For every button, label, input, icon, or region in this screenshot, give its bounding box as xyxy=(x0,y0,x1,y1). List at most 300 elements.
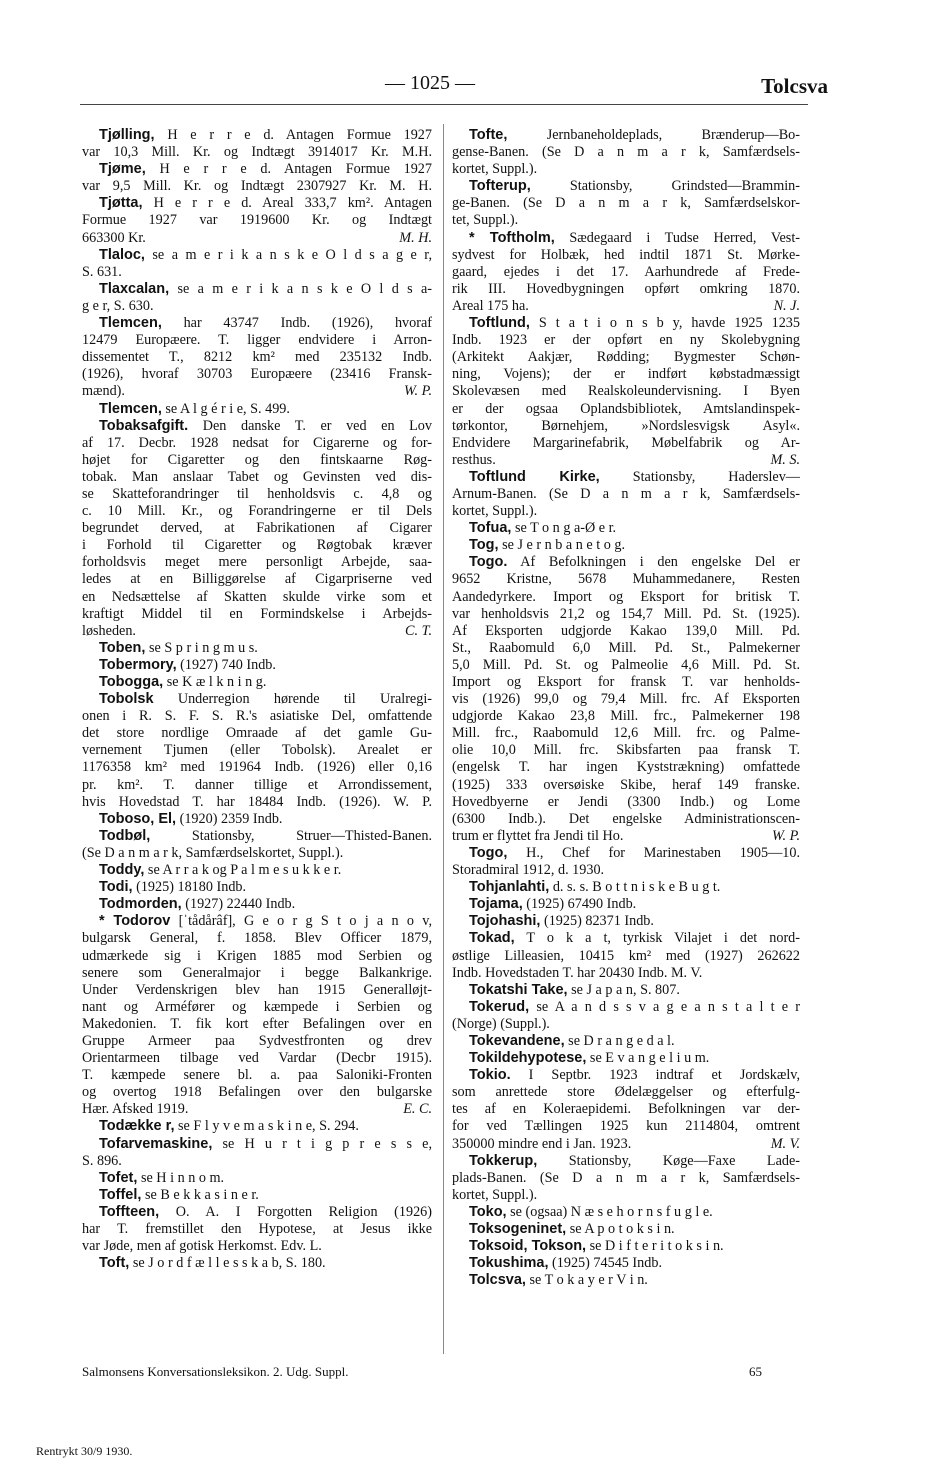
entry-headword: * Toftholm, xyxy=(469,229,555,246)
entry-text: (1925) 18180 Indb. xyxy=(132,879,247,896)
entry-text: kortet, Suppl.). xyxy=(452,1186,538,1203)
text-line xyxy=(452,828,800,845)
entry-text: (1920) 2359 Indb. xyxy=(176,810,283,827)
entry-text: se J a p a n, S. 807. xyxy=(567,981,680,998)
entry-headword: Tokildehypotese, xyxy=(469,1050,587,1067)
text-line xyxy=(82,520,432,537)
text-line xyxy=(452,161,800,178)
text-line xyxy=(452,264,800,281)
entry-text: tes af en Koleraepidemi. Befolkningen var der- xyxy=(452,1101,800,1118)
entry-text: Endvidere Margarinefabrik, Møbelfabrik og Ar- xyxy=(452,434,800,451)
entry-text: senere som Generalmajor i begge Balkankrige. xyxy=(82,964,432,981)
entry-text: Hær. Afsked 1919. xyxy=(82,1101,189,1118)
entry-text: trum er flyttet fra Jendi til Ho. xyxy=(452,827,624,844)
entry-headword: Tobermory, xyxy=(99,656,177,673)
entry-headword: Tofte, xyxy=(469,127,508,143)
text-line xyxy=(452,401,800,418)
entry-text: (1925) 67490 Indb. xyxy=(522,896,637,913)
text-line xyxy=(452,418,800,435)
entry-text: hvis Hovedstad T. har 18484 Indb. (1926). W. P. xyxy=(82,793,432,810)
entry-headword: Tolcsva, xyxy=(469,1272,526,1289)
entry-headword: Tokad, xyxy=(469,930,515,947)
entry-headword: Toksoid, Tokson, xyxy=(469,1238,587,1255)
entry-text: (1925) 333 oversøiske Skibe, heraf 149 franske. xyxy=(452,776,800,793)
entry-text: Underregion hørende til Uralregi- xyxy=(153,691,432,708)
text-line xyxy=(82,469,432,486)
entry-text: er der ogsaa Oplandsbibliotek, Amtslandinspek- xyxy=(452,400,800,417)
text-line xyxy=(82,230,432,247)
text-line xyxy=(82,349,432,366)
text-line xyxy=(99,862,432,879)
entry-text: se F l y v e m a s k i n e, S. 294. xyxy=(174,1118,359,1135)
entry-headword: Togo, xyxy=(469,844,508,861)
entry-headword: Tofarvemaskine, xyxy=(99,1135,213,1152)
entry-text: Skolevæsen med Realskoleundervisning. I Byen xyxy=(452,383,800,400)
text-line xyxy=(452,144,800,161)
entry-headword: Toddy, xyxy=(99,862,145,879)
entry-text: 9652 Kristne, 5678 Muhammedanere, Resten xyxy=(452,571,800,588)
text-line xyxy=(469,1204,800,1221)
entry-text: har T. fremstillet den Hypotese, at Jesus ikke xyxy=(82,1221,432,1237)
entry-text: c. 10 Mill. Kr., og Forandringerne er til Dels xyxy=(82,503,432,520)
text-line xyxy=(452,383,800,400)
entry-headword: Tokio. xyxy=(469,1067,511,1084)
author-signature: W. P. xyxy=(772,827,800,844)
running-head: Tolcsva xyxy=(761,74,828,98)
text-line xyxy=(469,537,800,554)
text-line xyxy=(82,554,432,571)
entry-text: begrundet derved, at Fabrikationen af Cigarer xyxy=(82,520,432,537)
entry-text: H e r r e d. Antagen Formue 1927 xyxy=(145,161,432,178)
entry-headword: Toben, xyxy=(99,639,146,656)
text-line xyxy=(452,759,800,776)
entry-text: udgjorde Kakao 23,8 Mill. frc., Palmekerner 198 xyxy=(452,708,800,725)
text-line xyxy=(82,537,432,554)
entry-text: (1925) 82371 Indb. xyxy=(540,913,654,930)
entry-text: gaard, ejedes i det 17. Aarhundrede af Frede- xyxy=(452,263,800,280)
text-line xyxy=(82,571,432,588)
entry-headword: Toffel, xyxy=(99,1186,142,1203)
text-line xyxy=(82,212,432,229)
text-line xyxy=(82,759,432,776)
entry-text: dissementet T., 8212 km² med 235132 Indb. xyxy=(82,349,432,366)
entry-headword: Tobaksafgift. xyxy=(99,417,189,434)
entry-headword: Toftlund Kirke, xyxy=(469,468,600,485)
text-line xyxy=(82,708,432,725)
entry-text: kraftigt Middel til en Formindskelse i Arbejds- xyxy=(82,605,432,622)
text-line xyxy=(82,1067,432,1084)
text-line xyxy=(452,742,800,759)
text-line xyxy=(82,948,432,965)
text-line xyxy=(82,144,432,161)
entry-headword: Todi, xyxy=(99,879,133,896)
entry-text: se H u r t i g p r e s s e, xyxy=(212,1135,432,1152)
entry-text: kortet, Suppl.). xyxy=(452,503,538,520)
text-line xyxy=(452,452,800,469)
entry-text: tobak. Man anslaar Tabet og Gevinsten ved dis- xyxy=(82,468,432,485)
entry-text: se a m e r i k a n s k e O l d s a g e r, xyxy=(144,246,432,263)
entry-text: Stationsby, Køge—Faxe Lade- xyxy=(537,1152,800,1169)
entry-text: Stationsby, Haderslev— xyxy=(599,468,800,485)
entry-text: og overtog 1918 Befalingen over den bulgarske xyxy=(82,1084,432,1101)
entry-headword: Tohjanlahti, xyxy=(469,879,550,896)
text-line xyxy=(82,999,432,1016)
text-line xyxy=(82,1238,432,1255)
entry-text: vernement Tjumen (eller Tobolsk). Arealet er xyxy=(82,742,432,759)
entry-text: se A l g é r i e, S. 499. xyxy=(161,400,290,417)
entry-text: Storadmiral 1912, d. 1930. xyxy=(452,862,605,879)
text-line xyxy=(99,691,432,708)
text-line xyxy=(452,777,800,794)
entry-text: H e r r e d. Areal 333,7 km². Antagen xyxy=(142,195,432,212)
entry-text: St., Raabomuld 6,0 Mill. Pd. St., Palmekerner xyxy=(452,639,800,656)
entry-text: O. A. I Forgotten Religion (1926) xyxy=(159,1203,432,1220)
entry-text: sydvest for Holbæk, hed indtil 1871 St. Mørke- xyxy=(452,246,800,263)
text-line xyxy=(452,366,800,383)
text-line xyxy=(82,366,432,383)
text-line xyxy=(99,879,432,896)
entry-headword: Tlaxcalan, xyxy=(99,280,170,297)
left-column xyxy=(82,127,432,1272)
entry-text: gense-Banen. (Se D a n m a r k, Samfærdsels- xyxy=(452,144,800,161)
entry-headword: Tokatshi Take, xyxy=(469,981,568,998)
entry-text: 350000 mindre end i Jan. 1923. xyxy=(452,1135,632,1152)
entry-headword: Toksogeninet, xyxy=(469,1221,567,1237)
entry-headword: Todbøl, xyxy=(99,827,151,844)
text-line xyxy=(452,1118,800,1135)
entry-text: 5,0 Mill. Pd. St. og Palmeolie 4,6 Mill. Pd. St. xyxy=(452,656,800,673)
text-line xyxy=(82,1033,432,1050)
text-line xyxy=(82,1153,432,1170)
text-line xyxy=(469,469,800,486)
entry-headword: Tobolsk xyxy=(99,691,154,708)
entry-headword: Toboso, El, xyxy=(99,810,177,827)
text-line xyxy=(99,418,432,435)
text-line xyxy=(82,503,432,520)
entry-text: Arnum-Banen. (Se D a n m a r k, Samfærdsels- xyxy=(452,485,800,502)
text-line xyxy=(99,1255,432,1272)
entry-headword: Tokerud, xyxy=(469,998,530,1015)
entry-text: plads-Banen. (Se D a n m a r k, Samfærdsels- xyxy=(452,1169,800,1186)
entry-text: se a m e r i k a n s k e O l d s a- xyxy=(169,280,432,297)
entry-text: Mill. frc., Raabomuld 12,6 Mill. frc. og Palme- xyxy=(452,725,800,742)
text-line xyxy=(452,298,800,315)
right-column xyxy=(452,127,800,1289)
text-line xyxy=(99,401,432,418)
entry-text: vis (1926) 99,0 og 79,4 Mill. frc. Af Eksporten xyxy=(452,691,800,708)
author-signature: M. V. xyxy=(770,1135,800,1152)
text-line xyxy=(82,777,432,794)
entry-headword: Tokevandene, xyxy=(469,1032,565,1049)
entry-text: 12479 Europæere. T. ligger endvidere i Arron- xyxy=(82,332,432,349)
entry-text: H e r r e d. Antagen Formue 1927 xyxy=(154,127,432,143)
text-line xyxy=(82,383,432,400)
entry-text: for ved Tællingen 1925 kun 2114804, omtrent xyxy=(452,1118,800,1135)
entry-text: østlige Lilleasien, 10415 km² med (1927) 262622 xyxy=(452,947,800,964)
text-line xyxy=(469,896,800,913)
entry-text: T o k a t, tyrkisk Vilajet i det nord- xyxy=(514,930,800,947)
text-line xyxy=(99,1136,432,1153)
text-line xyxy=(452,657,800,674)
column-divider xyxy=(443,124,444,1354)
author-signature: N. J. xyxy=(773,297,800,314)
text-line xyxy=(452,247,800,264)
text-line xyxy=(452,708,800,725)
text-line xyxy=(469,554,800,571)
text-line xyxy=(82,1221,432,1238)
text-line xyxy=(99,1187,432,1204)
text-line xyxy=(452,948,800,965)
entry-text: Stationsby, Grindsted—Brammin- xyxy=(530,178,800,195)
text-line xyxy=(99,913,432,930)
entry-headword: Tog, xyxy=(469,537,499,554)
entry-text: S. 896. xyxy=(82,1152,122,1169)
text-line xyxy=(82,725,432,742)
text-line xyxy=(99,640,432,657)
text-line xyxy=(452,589,800,606)
entry-text: se D r a n g e d a l. xyxy=(564,1032,675,1049)
entry-text: Areal 175 ha. xyxy=(452,297,529,314)
text-line xyxy=(99,247,432,264)
text-line xyxy=(99,195,432,212)
author-signature: E. C. xyxy=(403,1101,432,1118)
entry-text: resthus. xyxy=(452,451,496,468)
entry-text: Indb. 1923 er der opført en ny Skolebygning xyxy=(452,332,800,349)
text-line xyxy=(82,982,432,999)
entry-text: Sædegaard i Tudse Herred, Vest- xyxy=(554,229,800,246)
entry-text: se A a n d s s v a g e a n s t a l t e r xyxy=(529,998,800,1015)
text-line xyxy=(469,930,800,947)
text-line xyxy=(452,435,800,452)
text-line xyxy=(82,1016,432,1033)
text-line xyxy=(82,332,432,349)
entry-text: se T o n g a-Ø e r. xyxy=(511,520,617,537)
entry-text: se H i n n o m. xyxy=(137,1169,225,1186)
entry-text: onen i R. S. F. S. R.'s asiatiske Del, omfattende xyxy=(82,708,432,725)
entry-headword: Tokkerup, xyxy=(469,1152,538,1169)
text-line xyxy=(469,1221,800,1238)
entry-text: i Forhold til Cigaretter og Røgtobak kræver xyxy=(82,537,432,554)
entry-text: Under Verdenskrigen blev han 1915 Generalløjt- xyxy=(82,981,432,998)
text-line xyxy=(469,315,800,332)
text-line xyxy=(469,982,800,999)
entry-headword: Toffteen, xyxy=(99,1203,160,1220)
text-line xyxy=(452,281,800,298)
entry-text: se J o r d f æ l l e s s k a b, S. 180. xyxy=(129,1255,326,1272)
entry-text: Den danske T. er ved en Lov xyxy=(188,417,432,434)
entry-text: H., Chef for Marinestaben 1905—10. xyxy=(507,844,800,861)
text-line xyxy=(452,503,800,520)
text-line xyxy=(469,1238,800,1255)
entry-text: Af Befolkningen i den engelske Del er xyxy=(507,554,800,571)
entry-text: [ˈtådårâf], G e o r g S t o j a n o v, xyxy=(170,913,433,930)
author-signature: M. H. xyxy=(399,229,432,246)
author-signature: C. T. xyxy=(405,622,432,639)
text-line xyxy=(82,589,432,606)
text-line xyxy=(452,486,800,503)
text-line xyxy=(82,1050,432,1067)
text-line xyxy=(82,1084,432,1101)
text-line xyxy=(452,862,800,879)
text-line xyxy=(99,657,432,674)
entry-text: var henholdsvis 21,2 og 154,7 Mill. Pd. St. (1925). xyxy=(452,605,800,622)
entry-headword: Todække r, xyxy=(99,1118,175,1135)
text-line xyxy=(452,1187,800,1204)
entry-text: se J e r n b a n e t o g. xyxy=(498,537,626,554)
text-line xyxy=(99,674,432,691)
text-line xyxy=(469,1067,800,1084)
entry-text: S. 631. xyxy=(82,263,122,280)
entry-text: d. s. s. B o t t n i s k e B u g t. xyxy=(549,879,721,896)
entry-headword: Toftlund, xyxy=(469,315,530,332)
author-signature: W. P. xyxy=(404,383,432,400)
entry-headword: Toft, xyxy=(99,1255,130,1272)
entry-text: (Se D a n m a r k, Samfærdselskortet, Suppl.). xyxy=(82,844,344,861)
entry-text: mænd). xyxy=(82,383,125,400)
text-line xyxy=(99,161,432,178)
entry-text: højet for Cigaretter og den fintskaarne Røg- xyxy=(82,451,432,468)
text-line xyxy=(99,828,432,845)
entry-text: se E v a n g e l i u m. xyxy=(586,1050,710,1067)
text-line xyxy=(82,298,432,315)
text-line xyxy=(452,674,800,691)
entry-text: rik III. Hovedbygningen opført omkring 1870. xyxy=(452,280,800,297)
entry-text: Gruppe Armeer paa Sydvestfronten og drev xyxy=(82,1032,432,1049)
header-rule xyxy=(80,104,808,105)
text-line xyxy=(82,486,432,503)
text-line xyxy=(452,332,800,349)
text-line xyxy=(82,452,432,469)
entry-text: se Skatteforandringer til henholdsvis c. 4,8 og xyxy=(82,485,432,502)
entry-text: (Norge) (Suppl.). xyxy=(452,1015,550,1032)
entry-text: 1176358 km² med 191964 Indb. (1926) eller 0,16 xyxy=(82,759,432,776)
entry-text: Af Eksporten udgjorde Kakao 139,0 Mill. Pd. xyxy=(452,622,800,639)
text-line xyxy=(99,811,432,828)
text-line xyxy=(452,965,800,982)
entry-text: (1927) 740 Indb. xyxy=(176,656,276,673)
entry-text: (6300 Indb.). Det engelske Administrationscen- xyxy=(452,810,800,827)
text-line xyxy=(452,691,800,708)
entry-text: Makedonien. T. fik kort efter Befalingen over en xyxy=(82,1015,432,1032)
text-line xyxy=(452,1016,800,1033)
entry-text: se B e k k a s i n e r. xyxy=(141,1186,259,1203)
signature-mark: 65 xyxy=(749,1364,762,1379)
text-line xyxy=(452,1136,800,1153)
entry-text: T. kæmpede senere bl. a. paa Saloniki-Fronten xyxy=(82,1067,432,1084)
text-line xyxy=(469,879,800,896)
text-line xyxy=(452,623,800,640)
text-line xyxy=(99,1118,432,1135)
entry-text: se A r r a k og P a l m e s u k k e r. xyxy=(144,862,342,879)
entry-text: har 43747 Indb. (1926), hvoraf xyxy=(161,315,432,332)
entry-text: se A p o t o k s i n. xyxy=(566,1221,675,1237)
text-line xyxy=(82,794,432,811)
text-line xyxy=(469,1272,800,1289)
entry-text: Stationsby, Struer—Thisted-Banen. xyxy=(150,827,432,844)
entry-text: (1927) 22440 Indb. xyxy=(181,896,296,913)
text-line xyxy=(469,127,800,144)
text-line xyxy=(82,435,432,452)
entry-text: se D i f t e r i t o k s i n. xyxy=(586,1238,724,1255)
entry-text: en Nedsættelse af Skatten skulde virke som et xyxy=(82,588,432,605)
text-line xyxy=(469,913,800,930)
text-line xyxy=(452,195,800,212)
entry-text: Jernbaneholdeplads, Brænderup—Bo- xyxy=(507,127,800,143)
entry-headword: * Todorov xyxy=(99,913,171,930)
entry-headword: Tofet, xyxy=(99,1169,138,1186)
author-signature: M. S. xyxy=(770,451,800,468)
entry-text: tørkontor, Børnehjem, »Nordslesvigsk Asyl«. xyxy=(452,417,800,434)
text-line xyxy=(469,178,800,195)
entry-headword: Tlemcen, xyxy=(99,315,162,332)
text-line xyxy=(99,127,432,144)
entry-headword: Toko, xyxy=(469,1203,507,1220)
text-line xyxy=(99,1170,432,1187)
entry-headword: Todmorden, xyxy=(99,896,182,913)
entry-text: Aandedyrkere. Import og Eksport for britisk T. xyxy=(452,588,800,605)
text-line xyxy=(452,1084,800,1101)
text-line xyxy=(469,999,800,1016)
entry-headword: Tofua, xyxy=(469,520,512,537)
text-line xyxy=(452,811,800,828)
entry-text: ning, Vojens); der er indført købstadmæssigt xyxy=(452,366,800,383)
entry-text: 663300 Kr. xyxy=(82,229,146,246)
entry-text: (1926), hvoraf 30703 Europæere (23416 Fransk- xyxy=(82,366,432,383)
entry-text: S t a t i o n s b y, havde 1925 1235 xyxy=(529,315,800,332)
entry-text: var Jøde, men af gotisk Herkomst. Edv. L. xyxy=(82,1238,322,1255)
text-line xyxy=(469,1050,800,1067)
entry-text: tet, Suppl.). xyxy=(452,212,519,229)
entry-text: udmærkede sig i Krigen 1885 mod Serbien og xyxy=(82,947,432,964)
entry-text: se (ogsaa) N æ s e h o r n s f u g l e. xyxy=(506,1203,713,1220)
text-line xyxy=(469,1255,800,1272)
text-line xyxy=(82,1101,432,1118)
text-line xyxy=(452,571,800,588)
entry-text: ledes at en Billiggørelse af Cigarpriserne ved xyxy=(82,571,432,588)
entry-text: g e r, S. 630. xyxy=(82,297,154,314)
entry-text: I Septbr. 1923 indtraf et Jordskælv, xyxy=(510,1067,800,1084)
entry-text: Indb. Hovedstaden T. har 20430 Indb. M. V. xyxy=(452,964,703,981)
text-line xyxy=(452,1170,800,1187)
entry-headword: Tojohashi, xyxy=(469,913,541,930)
entry-text: kortet, Suppl.). xyxy=(452,161,538,178)
entry-headword: Tjøtta, xyxy=(99,195,143,212)
text-line xyxy=(99,1204,432,1221)
entry-headword: Tjølling, xyxy=(99,127,155,143)
entry-text: var 10,3 Mill. Kr. og Indtægt 3914017 Kr. M.H. xyxy=(82,144,432,161)
entry-headword: Tofterup, xyxy=(469,178,531,195)
entry-text: det store nordlige Omraade af det gamle Gu- xyxy=(82,725,432,742)
entry-text: (engelsk T. har ingen Kyststrækning) omfattede xyxy=(452,759,800,776)
text-line xyxy=(452,349,800,366)
entry-text: Formue 1927 var 1919600 Kr. og Indtægt xyxy=(82,212,432,229)
text-line xyxy=(469,1153,800,1170)
text-line xyxy=(99,315,432,332)
entry-text: se S p r i n g m u s. xyxy=(145,639,258,656)
text-line xyxy=(469,520,800,537)
entry-text: Import og Eksport for fransk T. var henholds- xyxy=(452,674,800,690)
entry-text: som anrettede store Ødelæggelser og efterfulg- xyxy=(452,1084,800,1101)
text-line xyxy=(82,623,432,640)
entry-headword: Tokushima, xyxy=(469,1255,549,1272)
text-line xyxy=(452,640,800,657)
entry-text: forholdsvis meget mere personligt Arbejde, saa- xyxy=(82,554,432,571)
text-line xyxy=(82,606,432,623)
entry-text: bulgarsk General, f. 1858. Blev Officer 1879, xyxy=(82,930,432,947)
entry-text: pr. km². T. danner tillige et Arrondissement, xyxy=(82,776,432,793)
text-line xyxy=(469,230,800,247)
text-line xyxy=(82,178,432,195)
